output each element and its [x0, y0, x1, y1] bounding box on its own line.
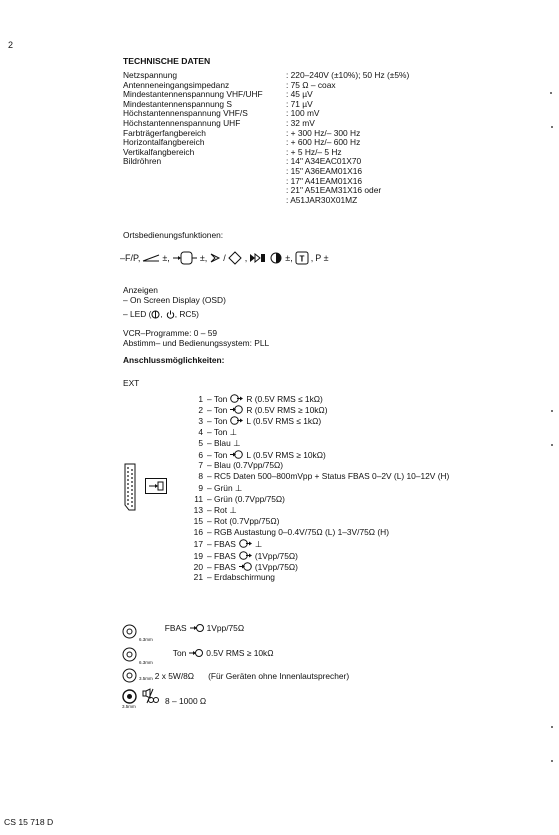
anzeigen-heading: Anzeigen [123, 285, 158, 295]
pin-signal: – Ton [207, 416, 228, 427]
ext-pin-row [189, 538, 449, 549]
spec-value: : 32 mV [286, 117, 315, 128]
anschluss-heading: Anschlussmöglichkeiten: [123, 355, 225, 365]
led-prefix: – LED ( [123, 309, 152, 319]
input-arrow-icon [227, 405, 246, 415]
page-number: 2 [8, 40, 14, 50]
spec-value: : 17" A41EAM01X16 [286, 175, 363, 186]
scan-mark [551, 444, 553, 446]
spec-label: Bildröhren [123, 156, 162, 167]
led-sep: , [160, 309, 163, 319]
color-icon [228, 251, 242, 265]
ext-pin-row [189, 438, 449, 449]
ext-pin-row [189, 550, 449, 561]
pin-number: 3 [198, 416, 203, 427]
input-arrow-icon [190, 623, 204, 633]
slash-label: / [223, 253, 226, 263]
pm-label-3: ±, [285, 253, 293, 263]
connector-label: 2 x 5W/8Ω [154, 670, 195, 681]
output-arrow-icon [236, 551, 255, 561]
pin-signal: – FBAS [207, 561, 236, 572]
pin-number: 8 [198, 471, 203, 482]
spec-label: Farbträgerfangbereich [123, 127, 206, 138]
ortsbedienung-heading: Ortsbedienungsfunktionen: [123, 230, 224, 240]
scan-mark [550, 92, 552, 94]
ext-pin-row [189, 415, 449, 426]
pin-number: 13 [193, 504, 203, 515]
fp-label: –F/P, [120, 253, 141, 263]
spec-value: : 100 mV [286, 108, 320, 119]
spec-table [123, 71, 409, 205]
pin-signal: – Ton ⊥ [207, 426, 237, 437]
pin-detail: L (0.5V RMS ≥ 10kΩ) [246, 449, 326, 460]
ext-pin-row [189, 505, 449, 516]
input-arrow-icon [236, 562, 255, 572]
led-suffix: , RC5) [174, 309, 199, 319]
jack-size: 6.3mm [139, 660, 153, 665]
connector-spec: (Für Geräten ohne Innenlautsprecher) [208, 670, 350, 681]
spec-row [123, 157, 409, 167]
jack-socket-icon [122, 668, 137, 683]
spec-label [123, 177, 286, 187]
local-controls-row: –F/P, ±, ±, / , ±, T , P ± [120, 253, 329, 264]
program-label: P ± [315, 253, 329, 263]
tint-button-icon [295, 251, 309, 265]
vcr-programs: VCR–Programme: 0 – 59 [123, 328, 218, 338]
spec-label [123, 167, 286, 177]
pin-number: 15 [193, 516, 203, 527]
pin-signal: – RGB Austastung 0–0.4V/75Ω (L) 1–3V/75Ω (H) [207, 527, 389, 538]
pin-detail: (1Vpp/75Ω) [254, 550, 298, 561]
jack-size: 6.3mm [139, 637, 153, 642]
jack-size: 3.5mm [122, 704, 136, 709]
pin-number: 2 [198, 405, 203, 416]
jack-socket-icon [122, 647, 137, 662]
ext-pin-row [189, 516, 449, 527]
spec-row [123, 196, 409, 206]
standby-icon [166, 310, 175, 319]
pin-number: 1 [198, 394, 203, 404]
ext-pin-row [189, 449, 449, 460]
pin-number: 6 [198, 449, 203, 460]
spec-value: : 14" A34EAC01X70 [286, 156, 362, 167]
spec-row [123, 148, 409, 158]
spec-label [123, 196, 286, 206]
spec-value: : 21" A51EAM31X16 oder [286, 185, 382, 196]
connector-speaker [122, 668, 349, 683]
headphone-icon [141, 688, 163, 704]
spec-label: Höchstantennenspannung VHF/S [123, 108, 248, 119]
spec-value: : 71 µV [286, 98, 313, 109]
pin-number: 4 [198, 426, 203, 437]
spec-label: Antenneneingangsimpedanz [123, 79, 230, 90]
input-arrow-icon [189, 648, 203, 658]
contrast-icon [249, 253, 267, 263]
scart-io-icon [145, 478, 167, 496]
pin-signal: – Blau ⊥ [207, 437, 241, 448]
pin-number: 19 [193, 550, 203, 561]
pin-signal: – Grün (0.7Vpp/75Ω) [207, 493, 285, 504]
spec-label [123, 186, 286, 196]
pin-signal: – Grün ⊥ [207, 482, 243, 493]
scan-mark [551, 410, 553, 412]
pin-signal: – Ton [207, 405, 228, 416]
osd-line: – On Screen Display (OSD) [123, 295, 226, 305]
volume-icon [142, 254, 160, 262]
spec-label: Vertikalfangbereich [123, 146, 195, 157]
pin-detail: L (0.5V RMS ≤ 1kΩ) [246, 416, 322, 427]
scan-mark [551, 726, 553, 728]
spec-value: : 45 µV [286, 89, 313, 100]
pin-number: 9 [198, 482, 203, 493]
connector-label: FBAS [164, 622, 187, 633]
output-arrow-icon [227, 416, 246, 426]
power-icon [151, 309, 163, 319]
pm-label-1: ±, [162, 253, 170, 263]
connector-label: Ton [172, 647, 187, 658]
spec-row [123, 186, 409, 196]
pin-signal: – Rot ⊥ [207, 504, 237, 515]
connector-spec: 0.5V RMS ≥ 10kΩ [206, 647, 274, 658]
ext-label: EXT [123, 378, 140, 388]
ext-pin-row [189, 483, 449, 494]
scan-mark [551, 126, 553, 128]
scan-mark [551, 760, 553, 762]
ext-pin-row [189, 404, 449, 415]
spec-value: : 15" A36EAM01X16 [286, 165, 363, 176]
ext-pin-row [189, 393, 449, 404]
ext-pin-row [189, 527, 449, 538]
pin-number: 21 [193, 572, 203, 582]
pin-signal: – Rot (0.7Vpp/75Ω) [207, 516, 280, 527]
spec-row [123, 167, 409, 177]
pin-signal: – FBAS [207, 550, 236, 561]
brightness-icon [209, 252, 221, 264]
jack-socket-icon [122, 624, 137, 639]
led-line [123, 309, 199, 319]
connector-spec: 1Vpp/75Ω [206, 622, 245, 633]
spec-value: : A51JAR30X01MZ [286, 194, 358, 205]
pin-signal: – FBAS [207, 539, 236, 550]
pin-detail: R (0.5V RMS ≥ 10kΩ) [246, 405, 328, 416]
pin-number: 5 [198, 437, 203, 448]
pin-number: 20 [193, 561, 203, 572]
spec-value: : 220–240V (±10%); 50 Hz (±5%) [286, 70, 410, 80]
pin-number: 16 [193, 527, 203, 538]
tuning-system: Abstimm– und Bedienungssystem: PLL [123, 338, 270, 348]
ext-pin-list [189, 393, 449, 583]
pm-label-2: ±, [199, 253, 208, 263]
input-arrow-icon [172, 251, 198, 265]
spec-label: Mindestantennenspannung VHF/UHF [123, 89, 263, 100]
pin-signal: – Ton [207, 394, 228, 404]
saturation-icon [269, 251, 283, 265]
ext-pin-row [189, 572, 449, 583]
pin-signal: – Blau (0.7Vpp/75Ω) [207, 460, 284, 471]
headphone-jack-icon [122, 689, 137, 704]
footer-code: CS 15 718 D [4, 817, 54, 827]
spec-value: : + 600 Hz/– 600 Hz [286, 137, 361, 148]
connector-headphone [122, 688, 207, 709]
ext-pin-row [189, 471, 449, 482]
pin-detail: R (0.5V RMS ≤ 1kΩ) [246, 394, 323, 404]
pin-detail: (1Vpp/75Ω) [254, 561, 298, 572]
spec-value: : + 300 Hz/– 300 Hz [286, 127, 361, 138]
spec-label: Horizontalfangbereich [123, 137, 205, 148]
spec-label: Netzspannung [123, 70, 178, 80]
input-arrow-icon [227, 450, 246, 460]
connector-ton [122, 647, 274, 665]
pin-signal: – Ton [207, 449, 228, 460]
ext-pin-row [189, 427, 449, 438]
spec-value: : 75 Ω – coax [286, 79, 336, 90]
pin-signal: – Erdabschirmung [207, 572, 275, 582]
ext-pin-row [189, 561, 449, 572]
ext-pin-row [189, 494, 449, 505]
spec-label: Mindestantennenspannung S [123, 98, 232, 109]
jack-size: 3.5mm [139, 676, 153, 681]
spec-value: : + 5 Hz/– 5 Hz [286, 146, 342, 157]
page-title: TECHNISCHE DATEN [123, 56, 211, 66]
pin-signal: – RC5 Daten 500–800mVpp + Status FBAS 0–2V (L) 10–12V (H) [207, 471, 450, 482]
pin-number: 11 [194, 493, 203, 504]
pin-detail: ⊥ [254, 539, 263, 550]
ext-pin-row [189, 460, 449, 471]
connector-spec: 8 – 1000 Ω [165, 696, 207, 706]
connector-fbas [122, 622, 245, 642]
spec-label: Höchstantennenspannung UHF [123, 117, 241, 128]
scart-connector-icon [124, 463, 136, 513]
tint-label: T [299, 254, 305, 264]
output-arrow-icon [227, 394, 246, 404]
pin-number: 7 [198, 460, 203, 471]
output-arrow-icon [236, 539, 255, 549]
pin-number: 17 [193, 539, 203, 550]
